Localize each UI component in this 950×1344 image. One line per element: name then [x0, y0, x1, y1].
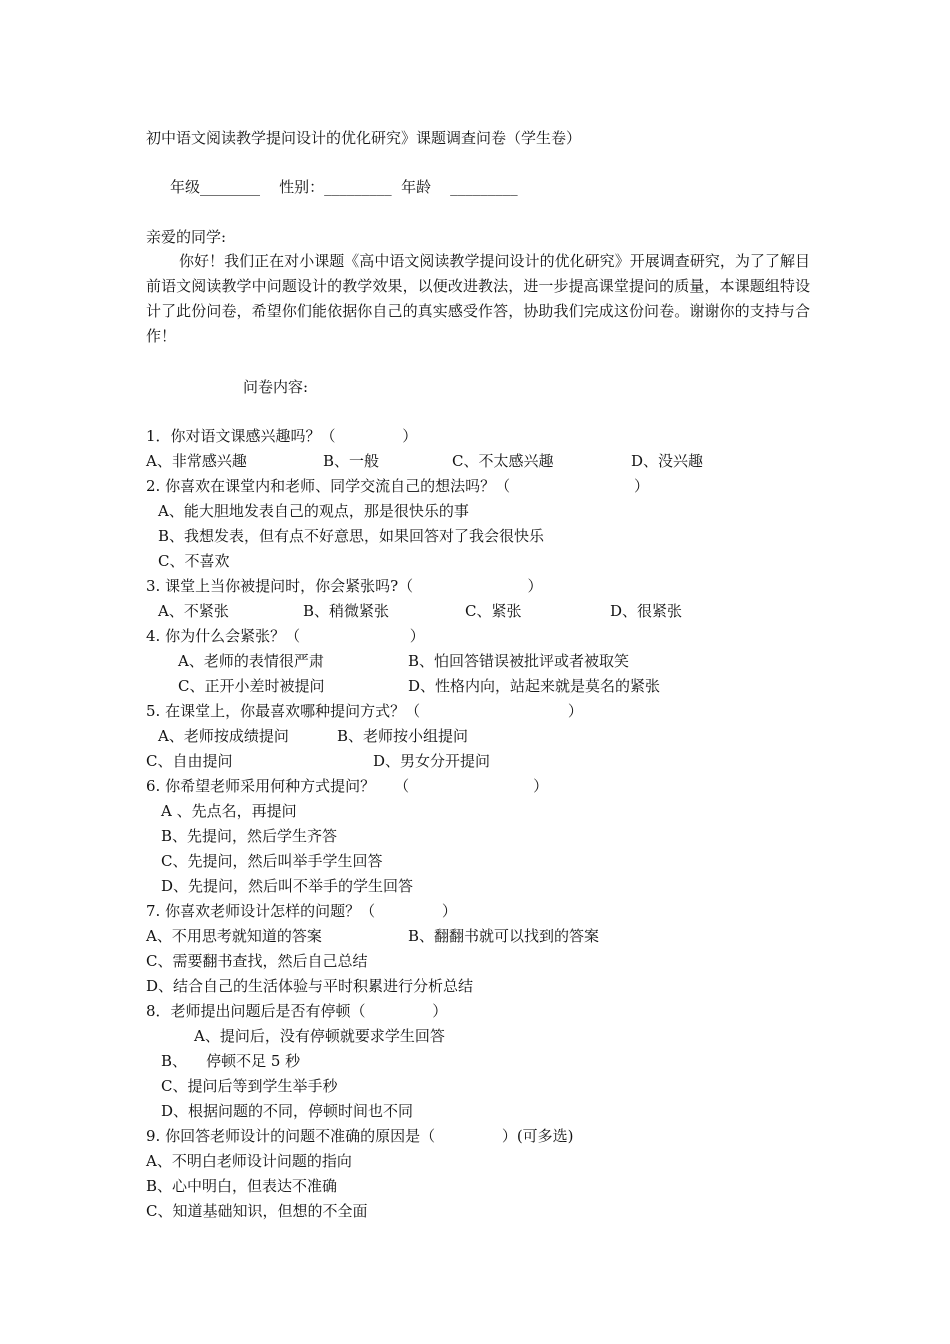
- q7-option-c: C、需要翻书查找，然后自己总结: [146, 952, 368, 970]
- question-4: 4. 你为什么会紧张？（ ）: [146, 627, 425, 645]
- q2-option-a: A、能大胆地发表自己的观点，那是很快乐的事: [158, 502, 469, 520]
- q6-option-c: C、先提问，然后叫举手学生回答: [161, 852, 383, 870]
- question-7: 7. 你喜欢老师设计怎样的问题？（ ）: [146, 902, 457, 920]
- q8-option-d: D、根据问题的不同，停顿时间也不同: [161, 1102, 414, 1120]
- q6-option-d: D、先提问，然后叫不举手的学生回答: [161, 877, 414, 895]
- q5-option-c: C、自由提问: [146, 752, 233, 770]
- q3-option-d: D、很紧张: [610, 602, 683, 620]
- q8-option-a: A、提问后，没有停顿就要求学生回答: [194, 1027, 445, 1045]
- greeting: 亲爱的同学:: [146, 228, 227, 246]
- q6-option-a: A 、先点名，再提问: [161, 802, 297, 820]
- question-9: 9. 你回答老师设计的问题不准确的原因是（ ）(可多选): [146, 1127, 574, 1145]
- q2-option-b: B、我想发表，但有点不好意思，如果回答对了我会很快乐: [158, 527, 545, 545]
- q8-option-c: C、提问后等到学生举手秒: [161, 1077, 338, 1095]
- intro-paragraph: 你好！我们正在对小课题《高中语文阅读教学提问设计的优化研究》开展调查研究，为了了解目前语文阅读教学中问题设计的教学效果，以便改进教法，进一步提高课堂提问的质量，本课题组特设计了此份问卷，希望你们能依据你自己的真实感受作答，协助我们完成这份问卷。谢谢你的支持与合作！: [146, 252, 810, 345]
- q2-option-c: C、不喜欢: [158, 552, 230, 570]
- q5-option-a: A、老师按成绩提问: [158, 727, 289, 745]
- q5-option-d: D、男女分开提问: [373, 752, 491, 770]
- q9-option-c: C、知道基础知识，但想的不全面: [146, 1202, 368, 1220]
- q3-option-a: A、不紧张: [158, 602, 229, 620]
- section-label: 问卷内容:: [243, 378, 309, 396]
- q7-option-b: B、翻翻书就可以找到的答案: [408, 927, 600, 945]
- q4-option-a: A、老师的表情很严肃: [178, 652, 324, 670]
- question-2: 2. 你喜欢在课堂内和老师、同学交流自己的想法吗？（ ）: [146, 477, 650, 495]
- q5-option-b: B、老师按小组提问: [337, 727, 469, 745]
- question-8: 8．老师提出问题后是否有停顿（ ）: [146, 1002, 448, 1020]
- q1-option-a: A、非常感兴趣: [146, 452, 247, 470]
- q6-option-b: B、先提问，然后学生齐答: [161, 827, 338, 845]
- survey-title: 初中语文阅读教学提问设计的优化研究》课题调查问卷（学生卷）: [146, 129, 582, 147]
- q4-option-b: B、怕回答错误被批评或者被取笑: [408, 652, 630, 670]
- q7-option-d: D、结合自己的生活体验与平时积累进行分析总结: [146, 977, 474, 995]
- q9-option-a: A、不明白老师设计问题的指向: [146, 1152, 352, 1170]
- q1-option-c: C、不太感兴趣: [452, 452, 554, 470]
- question-3: 3. 课堂上当你被提问时，你会紧张吗?（ ）: [146, 577, 543, 595]
- student-info-line: 年级________ 性别：_________ 年龄 _________: [170, 178, 518, 196]
- q3-option-c: C、紧张: [465, 602, 522, 620]
- q1-option-b: B、一般: [323, 452, 380, 470]
- q9-option-b: B、心中明白，但表达不准确: [146, 1177, 338, 1195]
- q7-option-a: A、不用思考就知道的答案: [146, 927, 322, 945]
- q4-option-c: C、正开小差时被提问: [178, 677, 325, 695]
- q4-option-d: D、性格内向，站起来就是莫名的紧张: [408, 677, 661, 695]
- question-1: 1．你对语文课感兴趣吗？（ ）: [146, 427, 418, 445]
- q1-option-d: D、没兴趣: [631, 452, 704, 470]
- question-5: 5. 在课堂上，你最喜欢哪种提问方式？（ ）: [146, 702, 583, 720]
- q3-option-b: B、稍微紧张: [303, 602, 390, 620]
- q8-option-b: B、 停顿不足 5 秒: [161, 1052, 301, 1070]
- question-6: 6. 你希望老师采用何种方式提问？ （ ）: [146, 777, 549, 795]
